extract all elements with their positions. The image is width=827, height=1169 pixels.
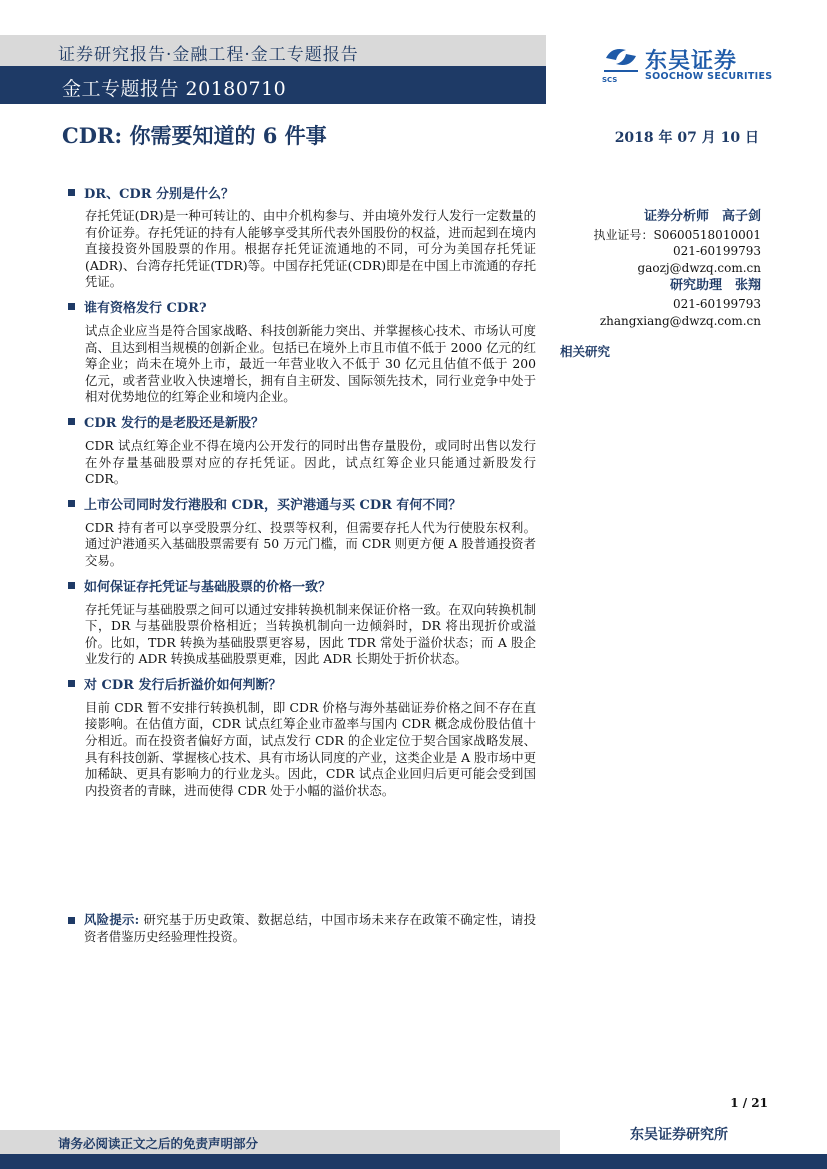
section-heading-text: 如何保证存托凭证与基础股票的价格一致？ (84, 580, 332, 595)
report-title: CDR: 你需要知道的 6 件事 (62, 123, 327, 148)
analyst-role: 证券分析师 高子剑 (643, 209, 761, 224)
square-bullet-icon (68, 500, 75, 507)
section-heading (68, 576, 536, 596)
header-series: 证券研究报告·金融工程·金工专题报告 (58, 45, 359, 65)
page-number: 1 / 21 (730, 1096, 768, 1110)
section-heading (68, 297, 536, 317)
analyst-email[interactable]: gaozj@dwzq.com.cn (637, 260, 761, 275)
section-body: 试点企业应当是符合国家战略、科技创新能力突出、并掌握核心技术、市场认可度高、且达到相当规模的创新企业。包括已在境外上市且市值不低于 2000 亿元的红筹企业；尚未在境外上市，最近一年营业收入不低于 30 亿元且估值不低于 200 亿元，或者营业收入快速增长，拥有自主研发、国际领先技术，同行业竞争中处于相对优势地位的红筹企业和境内企业。 (85, 322, 536, 405)
square-bullet-icon (68, 680, 75, 687)
header-series-band (0, 35, 546, 66)
risk-text-block (84, 912, 536, 945)
square-bullet-icon (68, 189, 75, 196)
analyst-sidebar (561, 207, 761, 329)
section-body: 存托凭证(DR)是一种可转让的、由中介机构参与、并由境外发行人发行一定数量的有价证券。存托凭证的持有人能够享受其所代表外国股份的权益，进而起到在境内直接投资外国股票的作用。根据存托凭证流通地的不同，可分为美国存托凭证(ADR)、台湾存托凭证(TDR)等。中国存托凭证(CDR)即是在中国上市流通的存托凭证。 (85, 208, 536, 290)
footer-disclaimer: 请务必阅读正文之后的免责声明部分 (58, 1136, 259, 1151)
logo-en: SOOCHOW SECURITIES (645, 71, 773, 82)
assistant-role: 研究助理 张翔 (669, 278, 761, 294)
assistant-email[interactable]: zhangxiang@dwzq.com.cn (599, 313, 761, 328)
footer-bar (0, 1154, 827, 1169)
header-report-band (0, 66, 546, 104)
soochow-logo (602, 44, 772, 88)
footer-org: 东吴证券研究所 (630, 1127, 728, 1143)
section-heading (68, 412, 536, 432)
section (68, 674, 536, 800)
section-heading-text: CDR 发行的是老股还是新股？ (84, 416, 264, 432)
report-body (68, 182, 536, 805)
section-body: 存托凭证与基础股票之间可以通过安排转换机制来保证价格一致。在双向转换机制下，DR 与基础股票价格相近；当转换机制向一边倾斜时，DR 将出现折价或溢价。比如，TDR 转换为基础股票更容易，因此 TDR 常处于溢价状态；而 A 股企业发行的 ADR 转换成基础股票更难，因此 ADR 长期处于折价状态。 (85, 601, 536, 667)
section (68, 576, 536, 668)
section (68, 297, 536, 406)
section (68, 494, 536, 570)
section-body: CDR 试点红筹企业不得在境内公开发行的同时出售存量股份，或同时出售以发行在外存量基础股票对应的存托凭证。因此，试点红筹企业只能通过新股发行 CDR。 (85, 437, 536, 487)
section-body: 目前 CDR 暂不安排行转换机制，即 CDR 价格与海外基础证券价格之间不存在直接影响。在估值方面，CDR 试点红筹企业市盈率与国内 CDR 概念成份股估值十分相近。而在投资者偏好方面，试点发行 CDR 的企业定位于契合国家战略发展、具有科技创新、掌握核心技术、具有市场认同度的产业，这类企业是 A 股市场中更加稀缺、更具有影响力的行业龙头。因此，CDR 试点企业回归后更可能会受到国内投资者的青睐，进而使得 CDR 处于小幅的溢价状态。 (85, 699, 536, 798)
section-heading-text: 对 CDR 发行后折溢价如何判断？ (84, 678, 282, 694)
risk-warning (68, 912, 536, 945)
square-bullet-icon (68, 418, 75, 425)
section-heading-text: 上市公司同时发行港股和 CDR，买沪港通与买 CDR 有何不同？ (84, 498, 462, 514)
risk-text: 研究基于历史政策、数据总结，中国市场未来存在政策不确定性，请投资者借鉴历史经验理性投资。 (84, 912, 536, 944)
section-heading (68, 182, 536, 202)
section-body: CDR 持有者可以享受股票分红、投票等权利，但需要存托人代为行使股东权利。通过沪港通买入基础股票需要有 50 万元门槛，而 CDR 则更方便 A 股普通投资者交易。 (85, 519, 536, 568)
square-bullet-icon (68, 917, 75, 924)
analyst-phone: 021-60199793 (672, 244, 761, 259)
risk-label: 风险提示: (84, 912, 140, 927)
header-report-id: 金工专题报告 20180710 (62, 78, 287, 100)
section-heading (68, 494, 536, 514)
section-heading-text: 谁有资格发行 CDR? (84, 301, 207, 317)
assistant-phone: 021-60199793 (672, 297, 761, 312)
section-heading-text: DR、CDR 分别是什么？ (84, 186, 235, 202)
analyst-license: 执业证号：S0600518010001 (593, 228, 761, 242)
related-research-label: 相关研究 (560, 344, 611, 359)
section-heading (68, 674, 536, 694)
report-date: 2018 年 07 月 10 日 (614, 130, 759, 146)
logo-cn: 东吴证券 (645, 49, 738, 74)
section (68, 182, 536, 291)
section (68, 412, 536, 488)
square-bullet-icon (68, 303, 75, 310)
logo-mark-text: SCS (602, 76, 618, 84)
footer-disclaimer-band (0, 1130, 560, 1154)
square-bullet-icon (68, 582, 75, 589)
